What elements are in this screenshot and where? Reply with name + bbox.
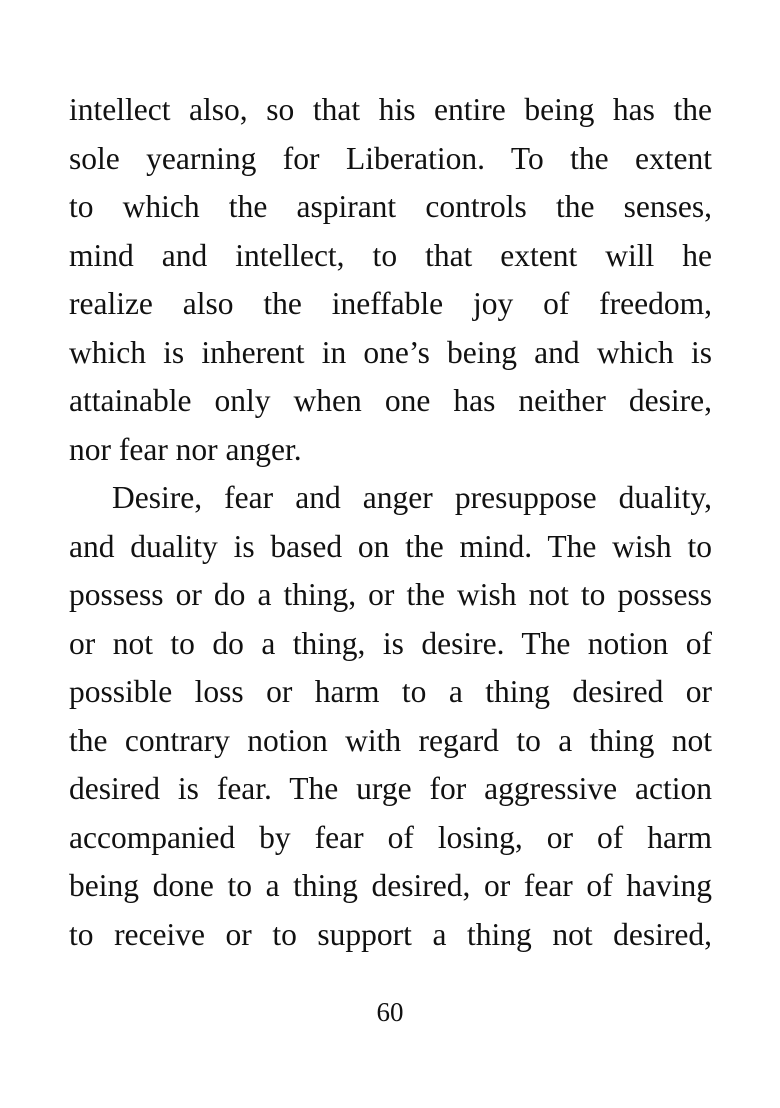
text-line: and duality is based on the mind. The wish to — [69, 528, 712, 564]
paragraph-2 — [69, 474, 712, 959]
body-text — [69, 86, 712, 959]
text-line: attainable only when one has neither desire, — [69, 383, 712, 418]
page-number: 60 — [376, 997, 404, 1027]
text-line: to receive or to support a thing not desired, — [69, 916, 712, 952]
text-line: sole yearning for Liberation. To the extent — [69, 140, 712, 176]
text-line: mind and intellect, to that extent will he — [69, 237, 712, 273]
text-line: the contrary notion with regard to a thing not — [69, 722, 712, 758]
text-line: being done to a thing desired, or fear of having — [69, 868, 712, 903]
text-line: desired is fear. The urge for aggressive action — [69, 771, 712, 806]
text-line: nor fear nor anger. — [69, 431, 302, 467]
text-line: intellect also, so that his entire being has the — [69, 92, 712, 127]
text-line: realize also the ineffable joy of freedom, — [69, 286, 712, 321]
text-line: or not to do a thing, is desire. The notion of — [69, 625, 712, 661]
text-line: possess or do a thing, or the wish not to possess — [69, 577, 712, 612]
text-line: which is inherent in one’s being and which is — [69, 334, 712, 370]
paragraph-1 — [69, 86, 712, 474]
text-line: Desire, fear and anger presuppose duality, — [112, 480, 712, 515]
text-line: to which the aspirant controls the senses, — [69, 189, 712, 224]
text-line: accompanied by fear of losing, or of harm — [69, 819, 712, 855]
text-line: possible loss or harm to a thing desired or — [69, 674, 712, 709]
